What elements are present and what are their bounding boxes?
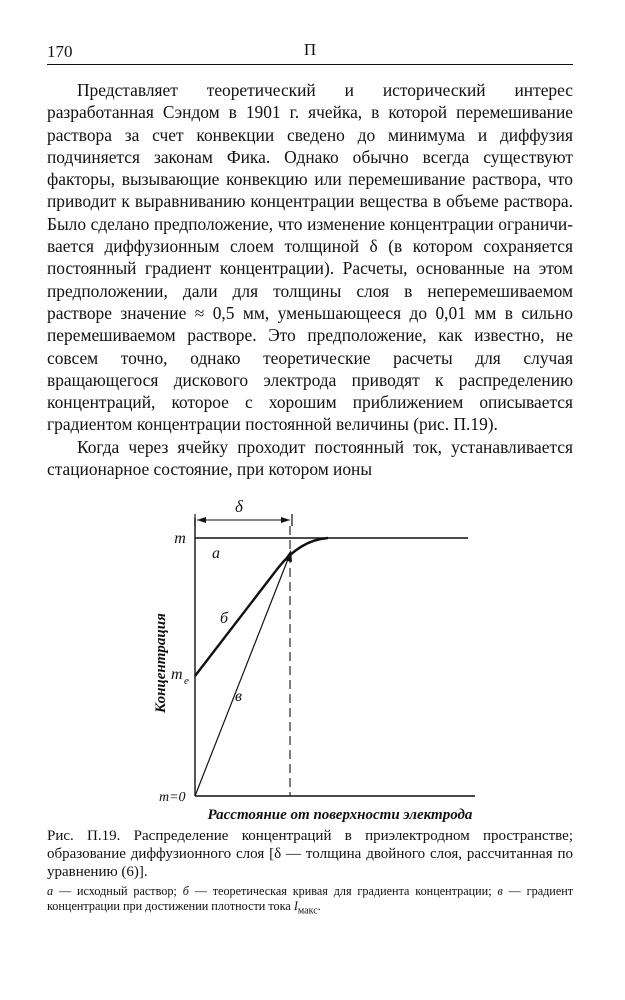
curve-a-label: а [212, 545, 220, 562]
body-text [47, 79, 573, 480]
level-me-subscript: e [184, 675, 189, 687]
y-axis-label: Концентрация [153, 613, 169, 713]
paragraph-2: Когда через ячейку проходит постоянный ток, устанавливается стационарное состояние, при котором ионы [47, 436, 573, 480]
curve-b-label: б [220, 610, 229, 627]
legend-a-key: а [47, 884, 54, 898]
caption-text: Распределение концентраций в приэлектродном пространстве; образование диффузионного слоя [δ — толщина двойного слоя, рассчитанная по уравнению (6)]. [47, 828, 574, 880]
legend-v-text: — градиент концентрации при достижении плотности тока [47, 884, 574, 913]
delta-arrow-left [197, 517, 206, 523]
page-number: 170 [47, 42, 73, 61]
paragraph-1: Представляет теоретический и исторический интерес разработанная Сэндом в 1901 г. ячейка, в которой перемешивание раствора за счет конвекции сведено до минимума и диффузия подчиняется законам Фика. Однако обычно всегда существуют факторы, вызывающие конвекцию или перемешивание раствора, что приводит к выравниванию концентрации вещества в объеме раствора. Было сделано предположение, что изменение концентрации ограничивается диффузионным слоем толщиной δ (в котором сохраняется постоянный градиент концентрации). Расчеты, основанные на этом предположении, дали для толщины слоя в неперемешиваемом растворе значение ≈ 0,5 мм, уменьшающееся до 0,01 мм в сильно перемешиваемом растворе. Это предположение, как известно, не совсем точно, однако теоретические расчеты для случая вращающегося дискового электрода приводят к распределению концентраций, которое с хорошим приближением описывается градиентом концентрации постоянной величины (рис. П.19). [47, 80, 573, 435]
legend-b-key: б [182, 884, 189, 898]
legend-a-text: — исходный раствор; [58, 884, 177, 898]
level-m-label: m [174, 530, 186, 547]
legend-v-end: . [317, 898, 321, 913]
curve-v-label: в [235, 688, 242, 705]
delta-arrow-right [281, 517, 290, 523]
x-axis-label: Расстояние от поверхности электрода [207, 807, 473, 823]
curve-v-line [195, 554, 290, 796]
legend-v-subscript: макс [297, 904, 318, 916]
figure-legend [47, 884, 573, 918]
running-head: П [303, 40, 317, 59]
legend-b-text: — теоретическая кривая для градиента концентрации; [194, 884, 492, 898]
curve-v-arrow [284, 550, 292, 562]
level-me-label: m [171, 666, 183, 683]
level-zero-label: m=0 [159, 790, 186, 805]
figure-p19 [140, 498, 485, 828]
caption-label: Рис. П.19. [47, 828, 121, 844]
concentration-diagram [140, 498, 485, 828]
delta-label: δ [235, 498, 243, 516]
page-header [47, 38, 573, 65]
legend-v-symbol: I [293, 898, 298, 913]
legend-v-key: в [497, 884, 503, 898]
figure-caption [47, 827, 573, 881]
